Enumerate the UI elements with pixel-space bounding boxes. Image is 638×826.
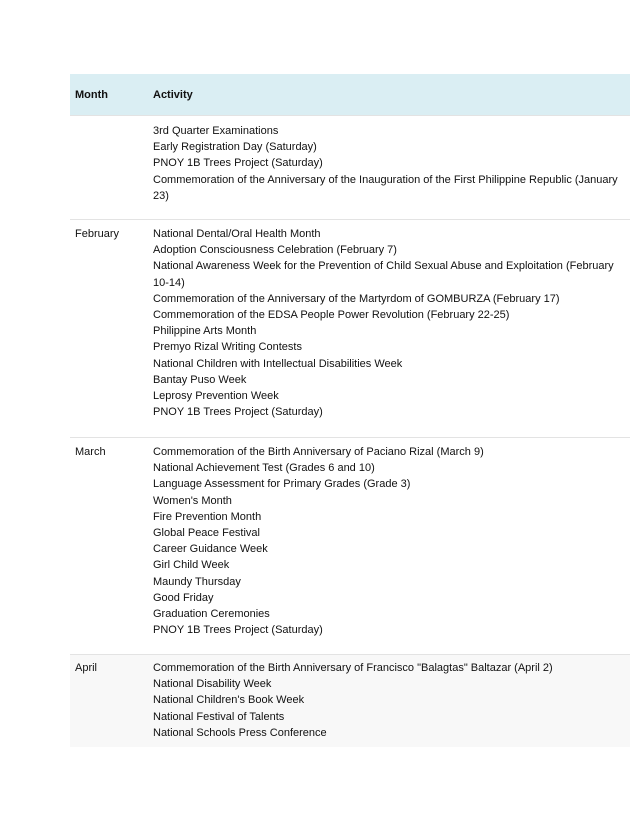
activity-item: PNOY 1B Trees Project (Saturday) xyxy=(153,157,323,170)
activity-item: Adoption Consciousness Celebration (February 7) xyxy=(153,244,397,257)
activity-item: Career Guidance Week xyxy=(153,543,268,556)
activity-item: Philippine Arts Month xyxy=(153,325,257,338)
activity-cell xyxy=(153,123,630,219)
activity-calendar-table xyxy=(70,74,630,747)
activity-item: Commemoration of the Anniversary of the Martyrdom of GOMBURZA (February 17) xyxy=(153,292,560,305)
activity-item: Premyo Rizal Writing Contests xyxy=(153,341,302,354)
activity-item: Language Assessment for Primary Grades (Grade 3) xyxy=(153,478,411,491)
activity-item: Bantay Puso Week xyxy=(153,373,247,386)
activity-item: PNOY 1B Trees Project (Saturday) xyxy=(153,406,323,419)
activity-item: Fire Prevention Month xyxy=(153,510,262,523)
activity-item: 3rd Quarter Examinations xyxy=(153,125,279,137)
activity-item: Commemoration of the Birth Anniversary of Francisco "Balagtas" Baltazar (April 2) xyxy=(153,662,553,674)
activity-item: Commemoration of the Birth Anniversary of Paciano Rizal (March 9) xyxy=(153,446,484,458)
activity-item: Women's Month xyxy=(153,494,232,507)
table-row xyxy=(70,438,630,655)
activity-item: Commemoration of the EDSA People Power Revolution (February 22-25) xyxy=(153,309,510,322)
month-cell xyxy=(70,123,153,219)
month-column-header: Month xyxy=(75,88,108,101)
activity-item: National Festival of Talents xyxy=(153,710,285,723)
activity-item: PNOY 1B Trees Project (Saturday) xyxy=(153,624,323,637)
activity-item: Maundy Thursday xyxy=(153,575,241,588)
activity-column-header: Activity xyxy=(153,88,193,101)
month-cell: April xyxy=(75,662,98,674)
activity-item: Graduation Ceremonies xyxy=(153,608,270,621)
activity-item: National Achievement Test (Grades 6 and 10) xyxy=(153,462,375,475)
table-row xyxy=(70,115,630,220)
activity-item: Girl Child Week xyxy=(153,559,230,572)
activity-item: National Awareness Week for the Prevention of Child Sexual Abuse and Exploitation (February 10-14) xyxy=(153,260,614,289)
activity-item: Good Friday xyxy=(153,591,214,604)
activity-item: National Schools Press Conference xyxy=(153,726,327,739)
activity-item: National Dental/Oral Health Month xyxy=(153,228,321,240)
activity-cell xyxy=(153,444,630,654)
table-row xyxy=(70,655,630,747)
activity-cell xyxy=(153,660,630,747)
table-header xyxy=(70,74,630,115)
activity-item: Global Peace Festival xyxy=(153,527,260,540)
activity-item: National Children with Intellectual Disabilities Week xyxy=(153,357,403,370)
activity-item: National Disability Week xyxy=(153,678,272,691)
month-cell: March xyxy=(75,446,106,458)
table-row xyxy=(70,220,630,438)
month-cell: February xyxy=(75,228,120,240)
activity-item: Commemoration of the Anniversary of the Inauguration of the First Philippine Republic (January 23) xyxy=(153,173,618,202)
activity-item: Leprosy Prevention Week xyxy=(153,390,279,403)
activity-cell xyxy=(153,226,630,437)
activity-item: Early Registration Day (Saturday) xyxy=(153,141,317,154)
activity-item: National Children's Book Week xyxy=(153,694,305,707)
